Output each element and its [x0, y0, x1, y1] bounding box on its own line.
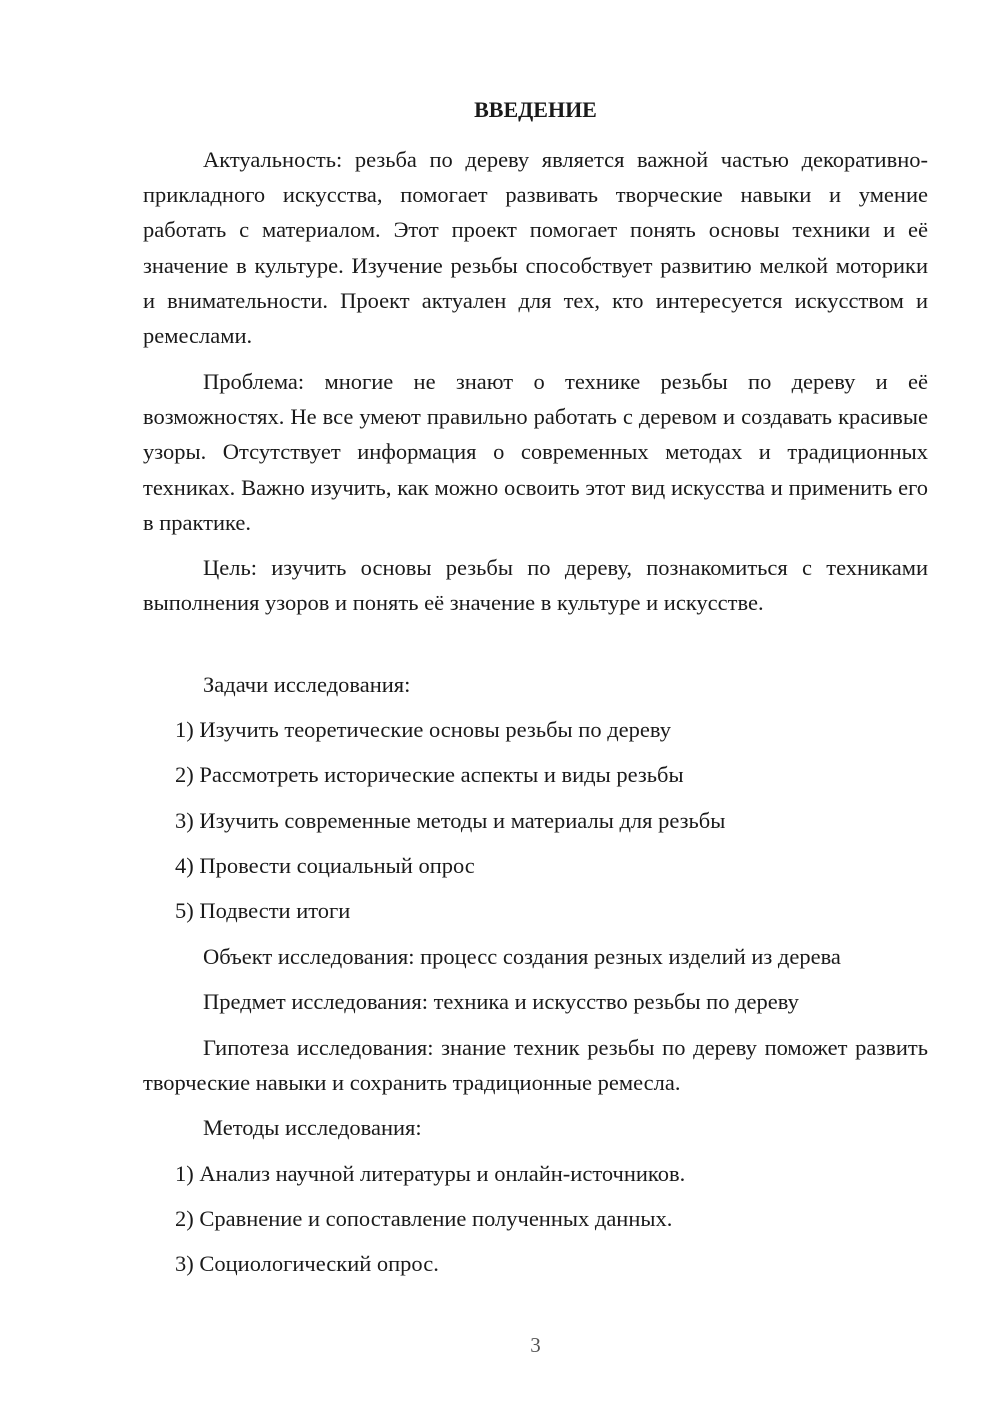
research-object: Объект исследования: процесс создания резных изделий из дерева [203, 944, 841, 969]
hypothesis-paragraph: Гипотеза исследования: знание техник резьбы по дереву поможет развить творческие навыки и сохранить традиционные ремесла. [143, 1035, 928, 1096]
task-item-5: 5) Подвести итоги [175, 898, 351, 923]
task-item-3: 3) Изучить современные методы и материалы для резьбы [175, 808, 726, 833]
method-item-1: 1) Анализ научной литературы и онлайн-источников. [175, 1161, 686, 1186]
method-item-3: 3) Социологический опрос. [175, 1251, 439, 1276]
relevance-paragraph: Актуальность: резьба по дереву является важной частью декоративно-прикладного искусства, помогает развивать творческие навыки и умение работать с материалом. Этот проект помогает понять основы техники и её значение в культуре. Изучение резьбы способствует развитию мелкой моторики и внимательности. Проект актуален для тех, кто интересуется искусством и ремеслами. [143, 147, 928, 349]
methods-heading: Методы исследования: [203, 1115, 422, 1140]
task-item-4: 4) Провести социальный опрос [175, 853, 475, 878]
page-number: 3 [530, 1333, 541, 1357]
page-title: ВВЕДЕНИЕ [474, 97, 597, 122]
document-page [143, 0, 928, 1414]
method-item-2: 2) Сравнение и сопоставление полученных данных. [175, 1206, 673, 1231]
tasks-heading: Задачи исследования: [203, 672, 411, 697]
task-item-2: 2) Рассмотреть исторические аспекты и виды резьбы [175, 762, 684, 787]
research-subject: Предмет исследования: техника и искусство резьбы по дереву [203, 989, 799, 1014]
goal-paragraph: Цель: изучить основы резьбы по дереву, познакомиться с техниками выполнения узоров и понять её значение в культуре и искусстве. [143, 555, 928, 616]
problem-paragraph: Проблема: многие не знают о технике резьбы по дереву и её возможностях. Не все умеют правильно работать с деревом и создавать красивые узоры. Отсутствует информация о современных методах и традиционных техниках. Важно изучить, как можно освоить этот вид искусства и применить его в практике. [143, 369, 928, 535]
task-item-1: 1) Изучить теоретические основы резьбы по дереву [175, 717, 671, 742]
